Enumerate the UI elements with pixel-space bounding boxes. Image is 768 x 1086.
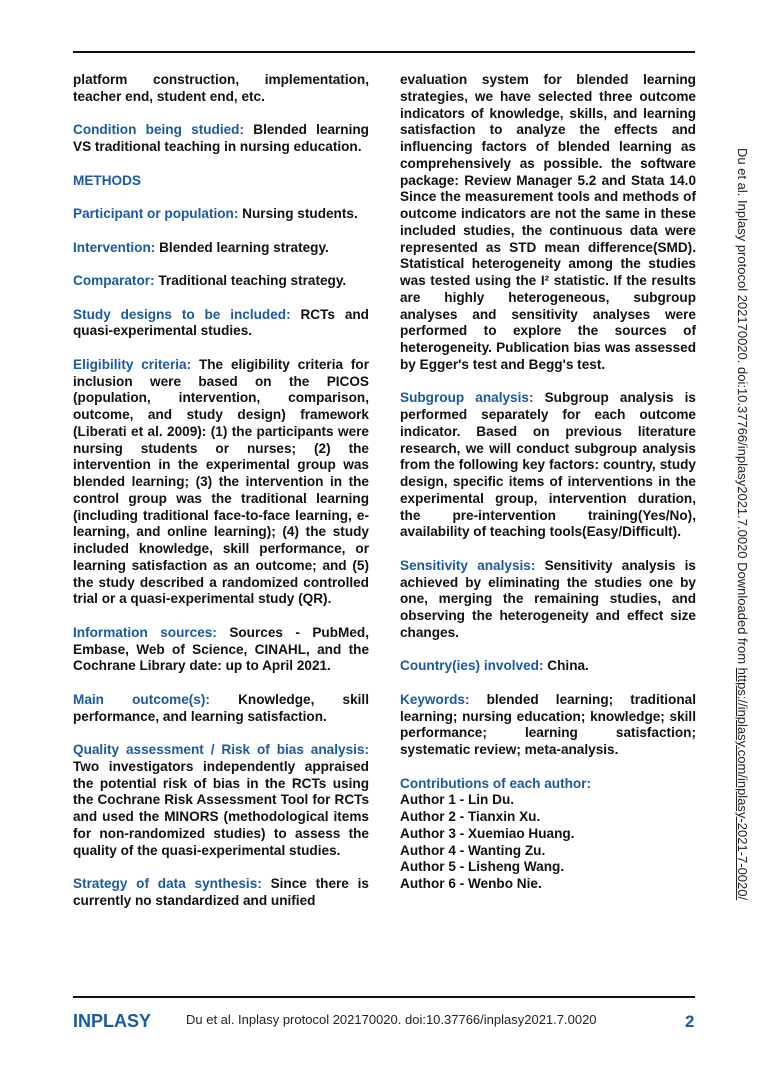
section-intervention bbox=[73, 240, 369, 257]
download-side-note bbox=[735, 148, 750, 900]
study-designs-label: Study designs to be included: bbox=[73, 306, 291, 322]
author-item: Author 2 - Tianxin Xu. bbox=[400, 809, 541, 824]
quality-assessment-label: Quality assessment / Risk of bias analysis: bbox=[73, 742, 369, 757]
section-condition bbox=[73, 122, 369, 156]
section-main-outcomes bbox=[73, 692, 369, 726]
footer-rule bbox=[73, 996, 695, 998]
section-countries bbox=[400, 658, 696, 675]
intervention-text: Blended learning strategy. bbox=[155, 239, 329, 255]
section-study-designs bbox=[73, 307, 369, 341]
section-eligibility bbox=[73, 357, 369, 608]
main-outcomes-text: Knowledge, skill performance, and learning satisfaction. bbox=[73, 691, 369, 724]
comparator-label: Comparator: bbox=[73, 273, 155, 288]
header-rule bbox=[73, 51, 695, 53]
information-sources-text: Sources - PubMed, Embase, Web of Science, CINAHL, and the Cochrane Library date: up to April 2021. bbox=[73, 624, 370, 674]
author-item: Author 4 - Wanting Zu. bbox=[400, 842, 546, 858]
author-item: Author 1 - Lin Du. bbox=[400, 792, 515, 808]
data-synthesis-label: Strategy of data synthesis: bbox=[73, 876, 262, 891]
subgroup-text: Subgroup analysis is performed separately for each outcome indicator. Based on previous literature research, we will conduct subgroup analysis from the following key factors: country, study design, specific items of interventions in the experimental group, intervention duration, the pre-intervention training(Yes/No), availability of teaching tools(Easy/Difficult). bbox=[400, 390, 696, 540]
section-quality-assessment bbox=[73, 742, 369, 859]
participant-label: Participant or population: bbox=[73, 206, 239, 221]
contributions-label: Contributions of each author: bbox=[400, 775, 592, 791]
section-comparator bbox=[73, 273, 369, 290]
footer-citation: Du et al. Inplasy protocol 202170020. doi:10.37766/inplasy2021.7.0020 bbox=[186, 1012, 597, 1027]
quality-assessment-text: Two investigators independently appraised the potential risk of bias in the RCTs using the Cochrane Risk Assessment Tool for RCTs and used the MINORS (methodological items for non-randomized studies) to assess the quality of the quasi-experimental studies. bbox=[73, 758, 369, 858]
keywords-label: Keywords: bbox=[400, 691, 470, 707]
author-item: Author 5 - Lisheng Wang. bbox=[400, 859, 565, 875]
footer-brand-logo: INPLASY bbox=[73, 1011, 152, 1031]
methods-heading: METHODS bbox=[73, 172, 141, 188]
eligibility-label: Eligibility criteria: bbox=[73, 356, 192, 372]
author-item: Author 3 - Xuemiao Huang. bbox=[400, 825, 575, 841]
left-column bbox=[73, 72, 369, 926]
section-subgroup bbox=[400, 390, 696, 541]
comparator-text: Traditional teaching strategy. bbox=[154, 273, 347, 288]
section-keywords bbox=[400, 692, 696, 759]
section-information-sources bbox=[73, 625, 369, 675]
sensitivity-text: Sensitivity analysis is achieved by eliminating the studies one by one, merging the remaining studies, and observing the heterogeneity and effect size changes. bbox=[400, 557, 696, 640]
author-item: Author 6 - Wenbo Nie. bbox=[400, 876, 542, 891]
section-participant bbox=[73, 206, 369, 223]
countries-label: Country(ies) involved: bbox=[400, 658, 544, 674]
information-sources-label: Information sources: bbox=[73, 624, 217, 640]
section-data-synthesis bbox=[73, 876, 369, 910]
page-number: 2 bbox=[685, 1012, 695, 1031]
main-outcomes-label: Main outcome(s): bbox=[73, 691, 210, 707]
section-sensitivity bbox=[400, 558, 696, 642]
participant-text: Nursing students. bbox=[238, 206, 358, 221]
right-column bbox=[400, 72, 696, 910]
subgroup-label: Subgroup analysis: bbox=[400, 390, 534, 406]
countries-text: China. bbox=[543, 658, 589, 674]
section-contributions bbox=[400, 776, 696, 893]
side-note-text: Du et al. Inplasy protocol 202170020. doi:10.37766/inplasy2021.7.0020 Downloaded from bbox=[735, 148, 750, 668]
condition-text: Blended learning VS traditional teaching in nursing education. bbox=[73, 122, 369, 154]
data-synthesis-text: Since there is currently no standardized and unified bbox=[73, 876, 369, 908]
data-synthesis-continuation: evaluation system for blended learning strategies, we have selected three outcome indicators of knowledge, skills, and learning satisfaction to analyze the effects and influencing factors of blended learning as comprehensively as possible. the software package: Review Manager 5.2 and Stata 14.0 Since the measurement tools and methods of outcome indicators are not the same in these included studies, the continuous data were represented as STD mean difference(SMD). Statistical heterogeneity among the studies was tested using the I² statistic. If the results are highly heterogeneous, subgroup analyses and sensitivity analyses were performed to explore the sources of heterogeneity. Publication bias was assessed by Egger's test and Begg's test. bbox=[400, 72, 696, 372]
study-designs-text: RCTs and quasi-experimental studies. bbox=[73, 306, 369, 339]
keywords-text: blended learning; traditional learning; nursing education; knowledge; skill performance; learning satisfaction; systematic review; meta-analysis. bbox=[400, 691, 696, 757]
sensitivity-label: Sensitivity analysis: bbox=[400, 557, 536, 573]
download-link[interactable]: https://inplasy.com/inplasy-2021-7-0020/ bbox=[735, 667, 750, 901]
eligibility-text: The eligibility criteria for inclusion were based on the PICOS (population, intervention, comparison, outcome, and study design) framework (Liberati et al. 2009): (1) the participants were nursing students or nurses; (2) the intervention in the experimental group was blended learning; (3) the intervention in the control group was the traditional learning (including traditional face-to-face learning, e-learning, and online learning); (4) the study included knowledge, skill performance, or learning satisfaction as an outcome; and (5) the study described a randomized controlled trial or a quasi-experimental study (QR). bbox=[73, 356, 369, 607]
intervention-label: Intervention: bbox=[73, 239, 156, 255]
continuation-text: platform construction, implementation, teacher end, student end, etc. bbox=[73, 72, 369, 104]
condition-label: Condition being studied: bbox=[73, 122, 245, 138]
